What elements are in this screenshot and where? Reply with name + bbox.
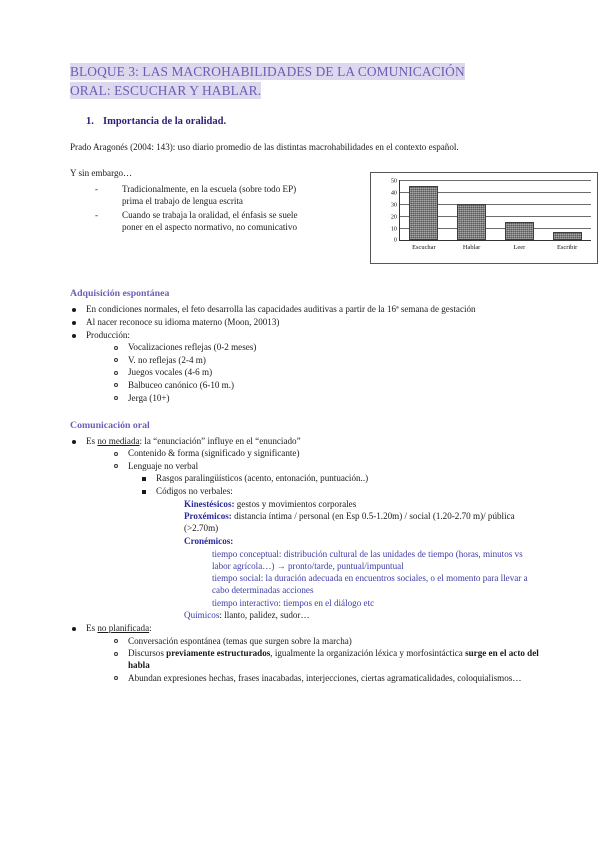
list-item: Vocalizaciones reflejas (0-2 meses) [112, 341, 542, 353]
list-item: - Tradicionalmente, en la escuela (sobre todo EP) prima el trabajo de lengua escrita [95, 184, 298, 208]
kinestesicos-text: gestos y movimientos corporales [234, 498, 357, 509]
list-item: Rasgos paralingüísticos (acento, entonación, puntuación..) [140, 472, 542, 484]
chart-bar [505, 222, 534, 240]
section-1-paragraph: Prado Aragonés (2004: 143): uso diario promedio de las distintas macrohabilidades en el contexto español. [70, 142, 459, 152]
chart-bar-slot [449, 180, 495, 252]
list-item: Juegos vocales (4-6 m) [112, 366, 542, 378]
list-item: Códigos no verbales: [140, 485, 542, 497]
list-item-proxemicos [168, 510, 542, 534]
item-text: Conversación espontánea (temas que surgen sobre la marcha) [128, 635, 352, 646]
chart-plot-area [390, 177, 591, 252]
y-axis-tick: 20 [390, 213, 397, 221]
tiempo-conceptual-label: tiempo conceptual [212, 548, 279, 559]
quimicos-list [70, 609, 542, 621]
chart-bar-slot [496, 180, 542, 252]
y-axis-tick: 50 [390, 177, 397, 185]
list-item: Producción: [70, 329, 542, 341]
section-1-heading [86, 116, 542, 127]
item-text: Abundan expresiones hechas, frases inacabadas, interjecciones, ciertas agramaticalidades, coloquialismos… [128, 672, 522, 683]
no-mediada-underlined: no mediada [97, 435, 140, 446]
no-mediada-suffix: : la “enunciación” influye en el “enunciado” [139, 435, 301, 446]
list-item-no-mediada [70, 435, 542, 447]
chart-bar-slot [401, 180, 447, 252]
sin-embargo-list [70, 184, 298, 234]
heading-adquisicion-espontanea: Adquisición espontánea [70, 288, 170, 300]
tiempo-social-text: : la duración adecuada en encuentros sociales, o el momento para llevar a cabo determinadas acciones [212, 573, 528, 596]
list-item-quimicos [168, 609, 542, 621]
list-item: V. no reflejas (2-4 m) [112, 354, 542, 366]
no-planificada-list [70, 622, 542, 634]
list-item: Contenido & forma (significado y significante) [112, 447, 542, 459]
no-planificada-suffix: : [149, 623, 152, 634]
produccion-sublist [70, 341, 542, 403]
heading-comunicacion-oral: Comunicación oral [70, 419, 150, 431]
tiempo-conceptual-text: : distribución cultural de las unidades de tiempo (horas, minutos vs labor agrícola…) → pronto/tarde, puntual/impuntual [212, 548, 523, 571]
list-item-tiempo-conceptual [196, 548, 542, 572]
list-item: En condiciones normales, el feto desarrolla las capacidades auditivas a partir de la 16ª semana de gestación [70, 303, 542, 315]
oralidad-text-column [70, 167, 298, 234]
x-axis-tick: Escuchar [412, 244, 436, 252]
chart-bar [457, 204, 486, 240]
y-axis-tick: 30 [390, 201, 397, 209]
x-axis-tick: Hablar [462, 244, 481, 252]
chart-bar [409, 186, 438, 240]
list-item-tiempo-social [196, 572, 542, 596]
x-axis-tick: Escribir [556, 244, 578, 252]
cronemicos-sublist [70, 548, 542, 609]
comunicacion-list [70, 435, 542, 447]
chart-bars [400, 180, 591, 252]
list-item [112, 647, 542, 671]
lenguaje-no-verbal-sublist [70, 472, 542, 497]
list-item [112, 672, 542, 684]
list-item [112, 635, 542, 647]
document-title [70, 62, 490, 100]
item-text-pre: Discursos [128, 648, 167, 659]
oralidad-columns [70, 167, 578, 272]
document-title-text: BLOQUE 3: LAS MACROHABILIDADES DE LA COMUNICACIÓN ORAL: ESCUCHAR Y HABLAR. [70, 64, 465, 98]
section-1-title: Importancia de la oralidad. [103, 116, 227, 127]
chart-bar-slot [544, 180, 590, 252]
no-planificada-underlined: no planificada [97, 623, 150, 634]
item-text-bold-2: surge en el acto del habla [128, 648, 539, 671]
list-item-no-planificada [70, 622, 542, 634]
item-text-bold-1: previamente estructurados [166, 648, 271, 659]
codigos-no-verbales-list [70, 498, 542, 547]
list-item: Jerga (10+) [112, 392, 542, 404]
chart-bar [553, 232, 582, 240]
no-planificada-sublist [70, 635, 542, 684]
quimicos-text: : llanto, palidez, sudor… [219, 610, 310, 621]
adquisicion-list [70, 303, 542, 340]
tiempo-social-label: tiempo social [212, 573, 261, 584]
list-item-kinestesicos [168, 498, 542, 510]
tiempo-interactivo-text: : tiempos en el diálogo etc [278, 597, 375, 608]
no-mediada-prefix: Es [86, 435, 98, 446]
item-text-mid: , igualmente la organización léxica y morfosintáctica [270, 648, 466, 659]
proxemicos-text: distancia íntima / personal (en Esp 0.5-1.20m) / social (1.20-2.70 m)/ pública (>2.70m) [184, 511, 515, 534]
tiempo-interactivo-label: tiempo interactivo [212, 597, 279, 608]
x-axis-tick: Leer [513, 244, 526, 252]
sin-embargo-line: Y sin embargo… [70, 168, 133, 179]
list-item-cronemicos [168, 535, 542, 547]
cronemicos-label: Cronémicos: [184, 535, 234, 546]
section-1-number: 1. [86, 116, 94, 127]
quimicos-label: Químicos [184, 610, 220, 621]
kinestesicos-label: Kinestésicos: [184, 498, 235, 509]
y-axis-tick: 40 [390, 189, 397, 197]
no-mediada-sublist [70, 447, 542, 472]
list-item: Lenguaje no verbal [112, 460, 542, 472]
list-item: - Cuando se trabaja la oralidad, el énfasis se suele poner en el aspecto normativo, no comunicativo [95, 210, 298, 234]
proxemicos-label: Proxémicos: [184, 511, 232, 522]
list-item: Balbuceo canónico (6-10 m.) [112, 379, 542, 391]
y-axis-tick: 10 [390, 225, 397, 233]
y-axis-tick: 0 [393, 236, 397, 244]
list-item: Al nacer reconoce su idioma materno (Moon, 20013) [70, 316, 542, 328]
list-item-tiempo-interactivo [196, 597, 542, 609]
macrohabilidades-bar-chart [370, 172, 598, 264]
no-planificada-prefix: Es [86, 623, 98, 634]
